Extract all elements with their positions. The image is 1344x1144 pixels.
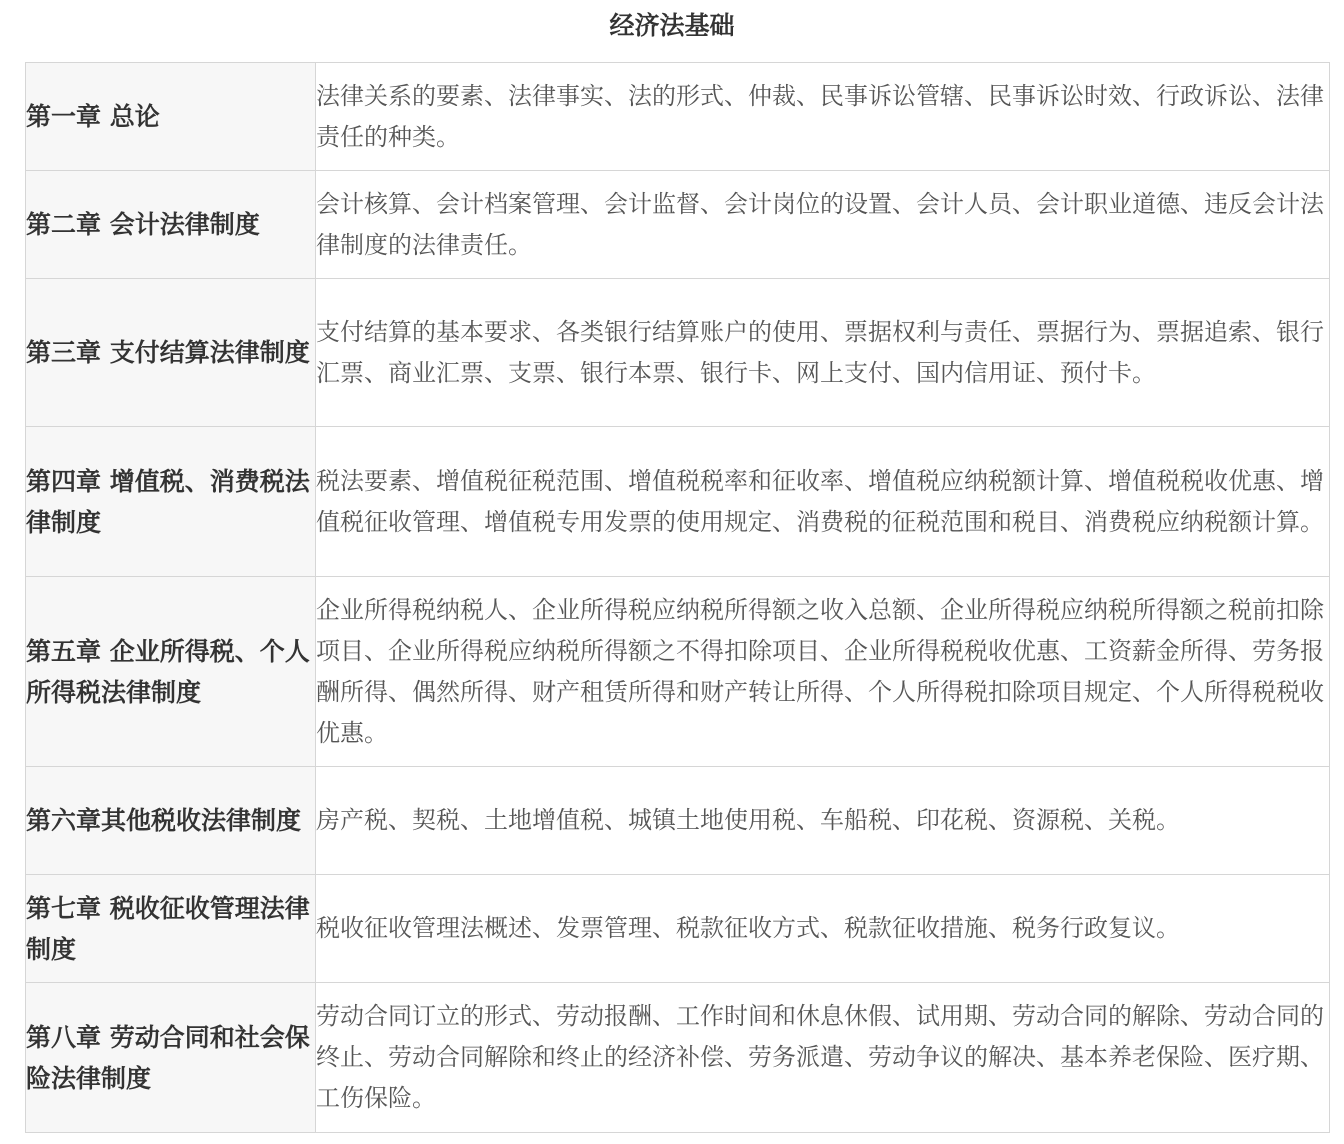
topics-cell: 劳动合同订立的形式、劳动报酬、工作时间和休息休假、试用期、劳动合同的解除、劳动合同的终止、劳动合同解除和终止的经济补偿、劳务派遣、劳动争议的解决、基本养老保险、医疗期、工伤保险。 — [316, 983, 1330, 1133]
topics-cell: 税收征收管理法概述、发票管理、税款征收方式、税款征收措施、税务行政复议。 — [316, 875, 1330, 983]
chapter-cell: 第四章 增值税、消费税法律制度 — [26, 427, 316, 577]
chapter-cell: 第七章 税收征收管理法律制度 — [26, 875, 316, 983]
syllabus-table — [25, 62, 1330, 1133]
table-row — [26, 875, 1330, 983]
topics-cell: 房产税、契税、土地增值税、城镇土地使用税、车船税、印花税、资源税、关税。 — [316, 767, 1330, 875]
chapter-cell: 第三章 支付结算法律制度 — [26, 279, 316, 427]
topics-cell: 支付结算的基本要求、各类银行结算账户的使用、票据权利与责任、票据行为、票据追索、银行汇票、商业汇票、支票、银行本票、银行卡、网上支付、国内信用证、预付卡。 — [316, 279, 1330, 427]
topics-cell: 企业所得税纳税人、企业所得税应纳税所得额之收入总额、企业所得税应纳税所得额之税前扣除项目、企业所得税应纳税所得额之不得扣除项目、企业所得税税收优惠、工资薪金所得、劳务报酬所得、偶然所得、财产租赁所得和财产转让所得、个人所得税扣除项目规定、个人所得税税收优惠。 — [316, 577, 1330, 767]
topics-cell: 会计核算、会计档案管理、会计监督、会计岗位的设置、会计人员、会计职业道德、违反会计法律制度的法律责任。 — [316, 171, 1330, 279]
chapter-cell: 第八章 劳动合同和社会保险法律制度 — [26, 983, 316, 1133]
table-row — [26, 427, 1330, 577]
page-title: 经济法基础 — [609, 11, 735, 40]
table-row — [26, 983, 1330, 1133]
chapter-cell: 第六章其他税收法律制度 — [26, 767, 316, 875]
table-row — [26, 577, 1330, 767]
table-row — [26, 63, 1330, 171]
chapter-cell: 第五章 企业所得税、个人所得税法律制度 — [26, 577, 316, 767]
table-row — [26, 767, 1330, 875]
chapter-cell: 第二章 会计法律制度 — [26, 171, 316, 279]
table-row — [26, 171, 1330, 279]
table-row — [26, 279, 1330, 427]
topics-cell: 法律关系的要素、法律事实、法的形式、仲裁、民事诉讼管辖、民事诉讼时效、行政诉讼、法律责任的种类。 — [316, 63, 1330, 171]
chapter-cell: 第一章 总论 — [26, 63, 316, 171]
topics-cell: 税法要素、增值税征税范围、增值税税率和征收率、增值税应纳税额计算、增值税税收优惠、增值税征收管理、增值税专用发票的使用规定、消费税的征税范围和税目、消费税应纳税额计算。 — [316, 427, 1330, 577]
